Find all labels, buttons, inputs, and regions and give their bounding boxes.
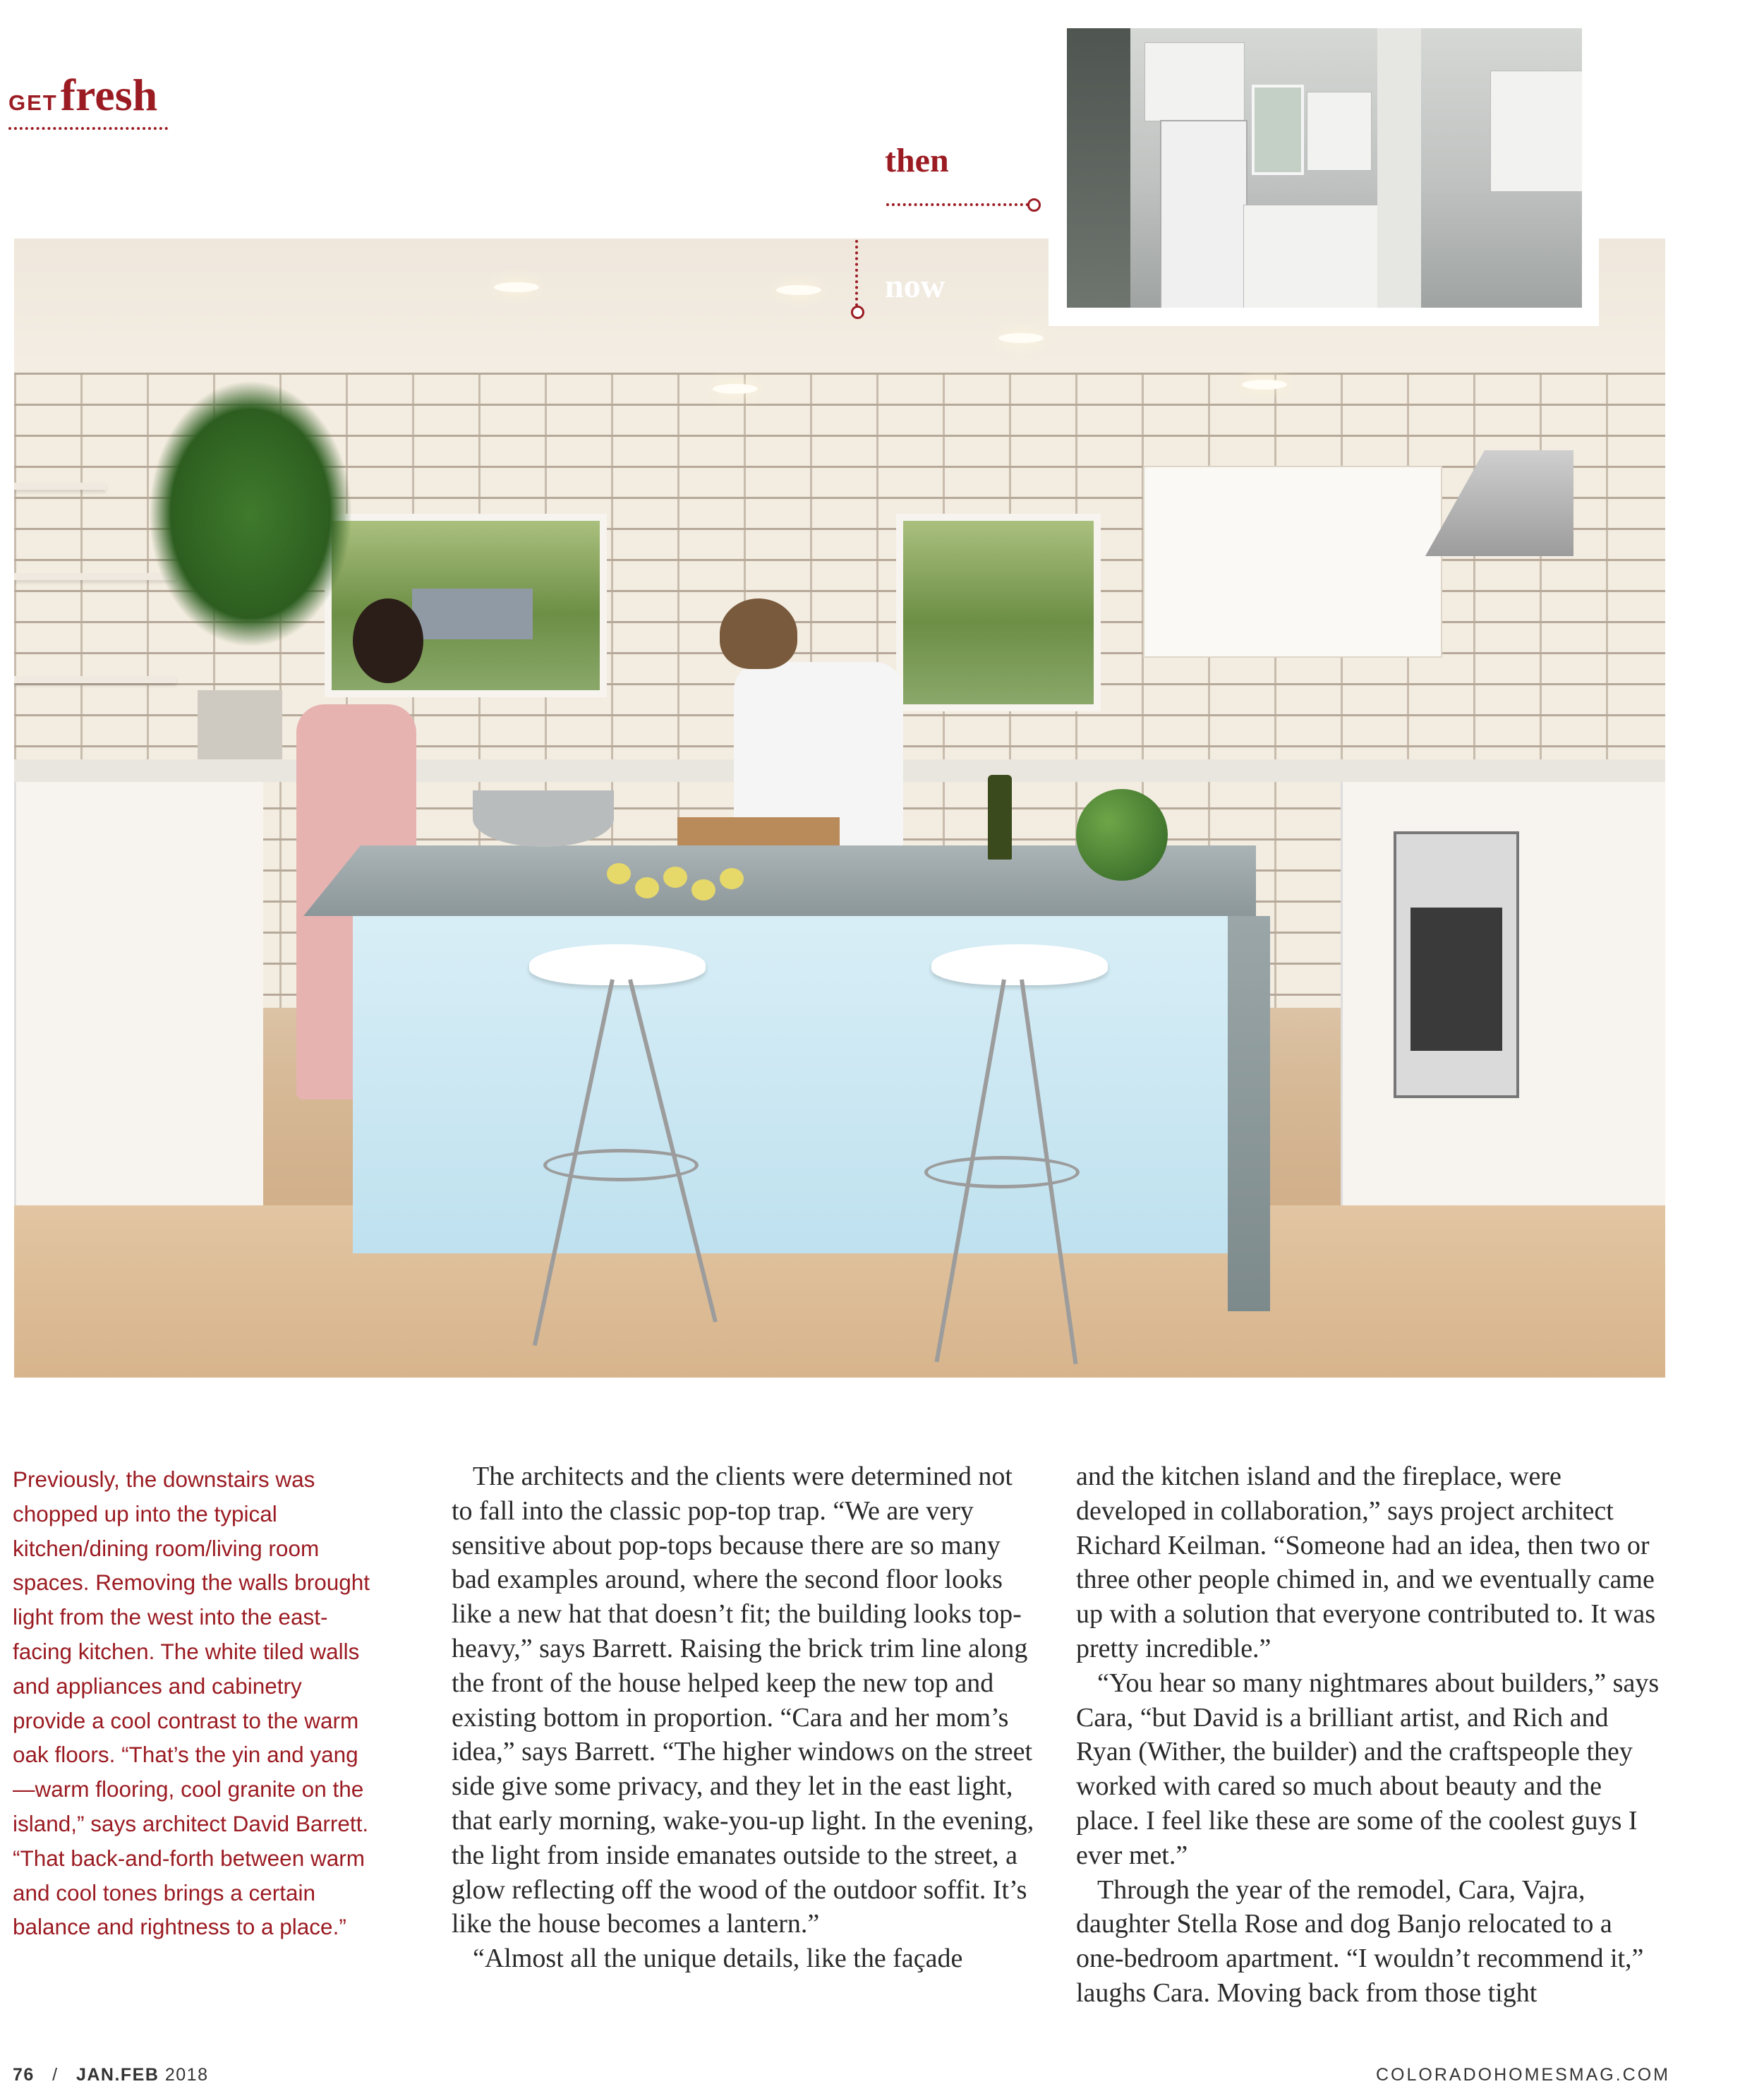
wall-oven	[1394, 831, 1519, 1098]
wall-shelf	[14, 676, 176, 683]
then-upper-cabinet	[1307, 92, 1372, 171]
bar-stool-seat	[529, 944, 706, 985]
then-refrigerator	[1160, 120, 1248, 308]
paragraph: The architects and the clients were determined not to fall into the classic pop-top trap. “We are very sensitive about pop-tops because there are so many bad examples around, where the second floor looks like a new hat that doesn’t fit; the building looks top-heavy,” says Barrett. Raising the brick trim line along the front of the house helped keep the new top and existing bottom in proportion. “Cara and her mom’s idea,” says Barrett. “The higher windows on the street side give some privacy, and they let in the east light, that early morning, wake-you-up light. In the evening, the light from inside emanates outside to the street, a glow reflecting off the wood of the outdoor soffit. It’s like the house becomes a lantern.”	[452, 1462, 1034, 1939]
watermelon	[1076, 789, 1168, 881]
lower-cabinets-left	[14, 782, 263, 1212]
plant-pot	[198, 690, 282, 768]
recessed-light	[713, 384, 758, 394]
paragraph: Through the year of the remodel, Cara, Vajra, daughter Stella Rose and dog Banjo relocated to a one-bedroom apartment. “I wouldn’t recommend it,” laughs Cara. Moving back from those tight	[1076, 1874, 1644, 2008]
issue-label: JAN.FEB	[75, 2065, 159, 2085]
page-number: 76	[13, 2065, 35, 2085]
then-label: then	[885, 142, 949, 179]
then-marker	[1027, 198, 1041, 212]
folio-separator: /	[52, 2065, 59, 2085]
man-head	[720, 598, 797, 669]
recessed-light	[776, 285, 821, 295]
site-url: COLORADOHOMESMAG.COM	[1376, 2065, 1670, 2085]
kitchen-then-photo	[1067, 28, 1582, 308]
issue-year: 2018	[164, 2065, 209, 2085]
lemon	[663, 867, 687, 888]
kitchen-now-photo	[14, 239, 1665, 1378]
recessed-light	[998, 333, 1044, 343]
then-leader	[886, 203, 1029, 206]
woman-head	[353, 598, 423, 683]
recessed-light	[1242, 380, 1287, 390]
then-upper-cabinet	[1490, 71, 1582, 192]
upper-cabinets	[1143, 466, 1442, 658]
paragraph: “You hear so many nightmares about builders,” says Cara, “but David is a brilliant artist, and Rich and Ryan (Wither, the builder) and the craftspeople they worked with cared so much about beauty and the place. I feel like these are some of the coolest guys I ever met.”	[1076, 1668, 1660, 1870]
now-label: now	[885, 267, 946, 305]
salad-bowl	[473, 790, 614, 847]
recessed-light	[494, 282, 539, 292]
window-right	[896, 514, 1101, 711]
article-column-3	[1076, 1459, 1662, 2011]
paragraph: and the kitchen island and the fireplace, were developed in collaboration,” says project architect Richard Keilman. “Someone had an idea, then two or three other people chimed in, and we eventually came up with a solution that everyone contributed to. It was pretty incredible.”	[1076, 1462, 1656, 1663]
wall-shelf	[14, 483, 106, 490]
bar-stool-ring	[924, 1156, 1080, 1188]
then-window	[1252, 85, 1304, 175]
section-label-fresh: fresh	[60, 70, 158, 120]
potted-palm	[148, 380, 353, 648]
lemon	[691, 879, 715, 901]
now-leader	[855, 240, 858, 306]
lemon	[720, 868, 744, 889]
photo-caption: Previously, the downstairs was chopped up into the typical kitchen/dining room/living room spaces. Removing the walls brought light from the west into the east-facing kitchen. The white tiled walls and appliances and cabinetry provide a cool contrast to the warm oak floors. “That’s the yin and yang—warm flooring, cool granite on the island,” says architect David Barrett. “That back-and-forth between warm and cool tones brings a certain balance and rightness to a place.”	[13, 1466, 370, 1940]
paragraph: “Almost all the unique details, like the façade	[473, 1944, 963, 1974]
article-column-2	[452, 1459, 1037, 1976]
section-label-underline	[8, 127, 168, 130]
island-waterfall-edge	[1228, 916, 1270, 1311]
then-doorway	[1067, 28, 1130, 308]
lemon	[607, 863, 631, 884]
oil-bottle	[988, 775, 1012, 860]
folio	[13, 2065, 209, 2085]
section-label	[8, 69, 157, 121]
section-label-get: GET	[8, 90, 58, 115]
now-marker	[851, 306, 864, 319]
lemon	[635, 877, 659, 898]
then-support-column	[1377, 28, 1421, 308]
cutting-board	[677, 817, 840, 845]
then-lower-cabinet	[1243, 205, 1379, 308]
then-upper-cabinet	[1144, 42, 1245, 121]
